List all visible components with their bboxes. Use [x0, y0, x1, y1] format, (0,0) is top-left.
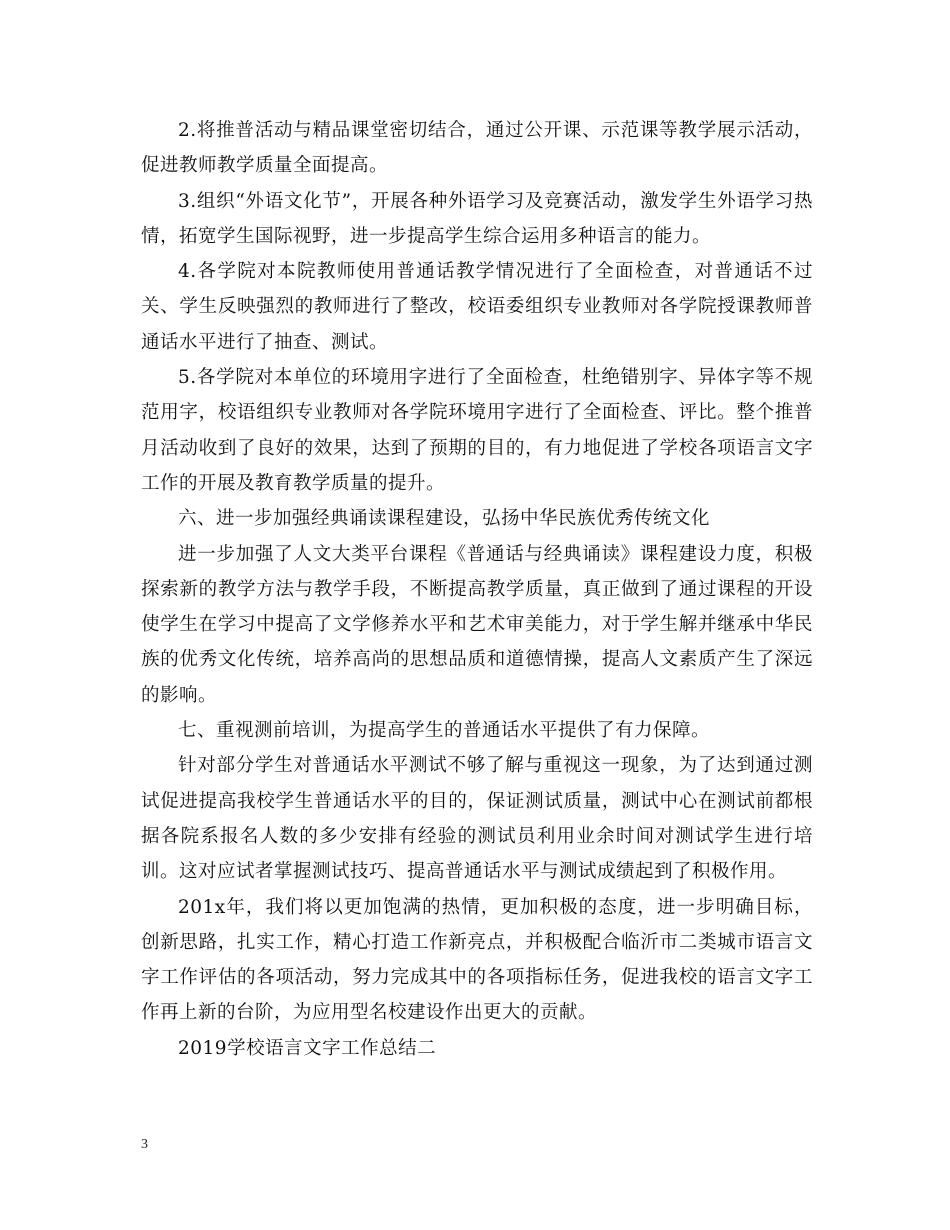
section-heading-7: 七、重视测前培训，为提高学生的普通话水平提供了有力保障。	[178, 720, 711, 742]
paragraph-item-2: 2.将推普活动与精品课堂密切结合，通过公开课、示范课等教学展示活动，促进教师教学质量全面提高。	[141, 120, 813, 177]
paragraph-item-4: 4.各学院对本院教师使用普通话教学情况进行了全面检查，对普通话不过关、学生反映强烈的教师进行了整改，校语委组织专业教师对各学院授课教师普通话水平进行了抽查、测试。	[141, 261, 813, 353]
paragraph-item-3: 3.组织“外语文化节”，开展各种外语学习及竞赛活动，激发学生外语学习热情，拓宽学生国际视野，进一步提高学生综合运用多种语言的能力。	[141, 190, 813, 247]
document-body	[141, 113, 813, 1066]
next-document-title: 2019学校语言文字工作总结二	[178, 1037, 437, 1059]
paragraph-item-5: 5.各学院对本单位的环境用字进行了全面检查，杜绝错别字、异体字等不规范用字，校语组织专业教师对各学院环境用字进行了全面检查、评比。整个推普月活动收到了良好的效果，达到了预期的目的，有力地促进了学校各项语言文字工作的开展及教育教学质量的提升。	[141, 367, 813, 494]
paragraph-section-6-body: 进一步加强了人文大类平台课程《普通话与经典诵读》课程建设力度，积极探索新的教学方法与教学手段，不断提高教学质量，真正做到了通过课程的开设使学生在学习中提高了文学修养水平和艺术审美能力，对于学生解并继承中华民族的优秀文化传统，培养高尚的思想品质和道德情操，提高人文素质产生了深远的影响。	[141, 543, 813, 706]
section-heading-6: 六、进一步加强经典诵读课程建设，弘扬中华民族优秀传统文化	[178, 508, 711, 530]
paragraph-section-7-body: 针对部分学生对普通话水平测试不够了解与重视这一现象，为了达到通过测试促进提高我校学生普通话水平的目的，保证测试质量，测试中心在测试前都根据各院系报名人数的多少安排有经验的测试员利用业余时间对测试学生进行培训。这对应试者掌握测试技巧、提高普通话水平与测试成绩起到了积极作用。	[141, 755, 813, 883]
page-number: 3	[141, 1137, 148, 1152]
paragraph-outlook: 201x年，我们将以更加饱满的热情，更加积极的态度，进一步明确目标，创新思路，扎实工作，精心打造工作新亮点，并积极配合临沂市二类城市语言文字工作评估的各项活动，努力完成其中的各项指标任务，促进我校的语言文字工作再上新的台阶，为应用型名校建设作出更大的贡献。	[141, 896, 813, 1024]
